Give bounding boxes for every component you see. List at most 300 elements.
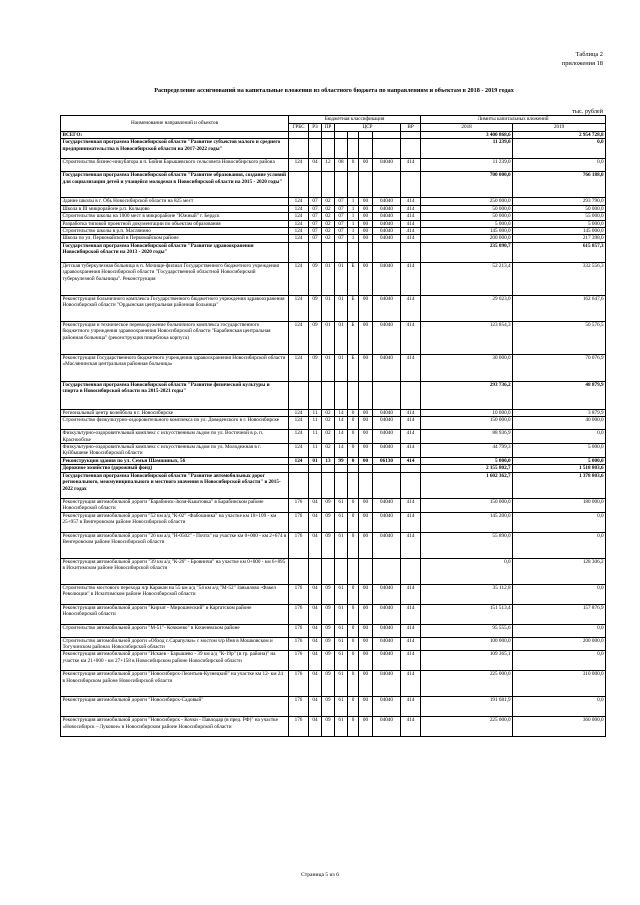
row-pr	[322, 139, 335, 159]
row-value-2019: 0,0	[513, 430, 606, 444]
row-value-2018: 11 239,0	[421, 159, 513, 172]
row-csr-code: 04040	[373, 295, 401, 321]
table-row	[61, 532, 606, 558]
header-year-2019: 2019	[513, 124, 606, 132]
row-csr-program: 61	[335, 697, 348, 717]
row-grbs: 176	[289, 604, 309, 624]
row-value-2019: 293 790,0	[513, 198, 606, 205]
header-pr: ПР	[322, 124, 335, 132]
row-rz: 04	[309, 604, 322, 624]
row-csr-program: 07	[335, 235, 348, 242]
row-value-2018: 3 400 868,6	[421, 132, 513, 139]
row-rz: 09	[309, 321, 322, 354]
row-pr	[322, 381, 335, 409]
row-name: Строительство школы на 1000 мест в микрорайоне "Южный" г. Бердск	[61, 213, 289, 220]
row-csr-program: 01	[335, 262, 348, 295]
units-label: тыс. рублей	[572, 108, 603, 115]
row-vr: 414	[401, 198, 421, 205]
row-name: Детская туберкулезная больница в п. Мочище-филиал Государственного бюджетного учреждения здравоохранения Новосибирской области "Государственной областной Новосибирский туберкулезной больницы". Реконструкция	[61, 262, 289, 295]
row-csr-program	[335, 242, 348, 262]
row-rz: 09	[309, 295, 322, 321]
row-rz: 04	[309, 651, 322, 671]
row-csr-program	[335, 132, 348, 139]
row-rz: 11	[309, 417, 322, 430]
row-name: Реконструкция автомобильной дороги "52 км а/д "К-02" -Фабошинка" на участке км 18+109 - км 25+957 в Венгеровском районе Новосибирской области	[61, 512, 289, 532]
row-csr-code	[373, 381, 401, 409]
row-grbs: 176	[289, 624, 309, 637]
row-grbs: 124	[289, 417, 309, 430]
table-row	[61, 381, 606, 409]
row-grbs	[289, 139, 309, 159]
header-csr: ЦСР	[335, 124, 401, 132]
row-value-2019: 55 000,0	[513, 213, 606, 220]
row-csr-code	[373, 242, 401, 262]
row-csr-code: 04040	[373, 321, 401, 354]
row-csr-program: 61	[335, 637, 348, 651]
row-csr-subprogram: 0	[348, 409, 359, 416]
row-csr-code: 06130	[373, 457, 401, 464]
row-rz: 07	[309, 235, 322, 242]
row-grbs: 124	[289, 409, 309, 416]
row-name: Реконструкция автомобильной дороги "39 км а/д "К-26" - Бровничи" на участке км 0+000 - км 6+895 в Искитимском районе Новосибирской области	[61, 558, 289, 584]
row-csr-code: 04040	[373, 604, 401, 624]
row-vr: 414	[401, 512, 421, 532]
row-csr-subprogram	[348, 242, 359, 262]
row-value-2018: 145 200,0	[421, 512, 513, 532]
row-grbs: 176	[289, 584, 309, 604]
document-title: Распределение ассигнований на капитальные вложения из областного бюджета по направлениям и объектам в 2018 - 2019 годах	[154, 87, 514, 94]
row-csr-direction	[359, 465, 373, 472]
row-value-2018: 109 365,1	[421, 651, 513, 671]
table-row	[61, 624, 606, 637]
row-value-2019: 310 000,0	[513, 671, 606, 697]
row-csr-code: 04040	[373, 354, 401, 381]
row-csr-subprogram: 0	[348, 159, 359, 172]
table-row	[61, 354, 606, 381]
row-pr: 01	[322, 295, 335, 321]
row-csr-program: 61	[335, 604, 348, 624]
row-csr-program	[335, 472, 348, 498]
row-vr	[401, 172, 421, 198]
row-value-2018: 151 513,4	[421, 604, 513, 624]
page-number: Страница 5 из 6	[301, 872, 339, 878]
row-name: Реконструкция автомобильной дороги "Барабинск-Зюзя-Кыштовка" в Барабинском районе Новосибирской области	[61, 498, 289, 512]
row-pr: 09	[322, 532, 335, 558]
row-value-2018: 1 602 362,7	[421, 472, 513, 498]
row-csr-program: 01	[335, 295, 348, 321]
row-csr-subprogram	[348, 465, 359, 472]
row-value-2018: 250 000,0	[421, 198, 513, 205]
row-pr	[322, 172, 335, 198]
row-vr	[401, 132, 421, 139]
row-name: Школа в III микрорайоне р.п. Кольцово	[61, 205, 289, 212]
row-csr-direction: 00	[359, 220, 373, 227]
row-csr-subprogram: 0	[348, 457, 359, 464]
row-value-2019: 157 876,9	[513, 604, 606, 624]
row-vr: 414	[401, 457, 421, 464]
table-row	[61, 444, 606, 458]
row-csr-subprogram: 1	[348, 198, 359, 205]
row-value-2019: 3 879,9	[513, 409, 606, 416]
row-value-2019: 145 000,0	[513, 228, 606, 235]
row-csr-program	[335, 465, 348, 472]
row-value-2018: 293 736,2	[421, 381, 513, 409]
row-value-2018: 100 000,0	[421, 637, 513, 651]
row-csr-program: 61	[335, 624, 348, 637]
row-name: Строительство физкультурно-оздоровительного комплекса по ул. Доведенского в г. Новосибирске	[61, 417, 289, 430]
row-value-2019: 2 954 728,8	[513, 132, 606, 139]
row-grbs	[289, 558, 309, 584]
row-name: Здание школы в г. Обь Новосибирской области на 825 мест	[61, 198, 289, 205]
table-row	[61, 172, 606, 198]
row-rz	[309, 242, 322, 262]
row-pr: 02	[322, 417, 335, 430]
row-csr-code	[373, 139, 401, 159]
row-csr-program: 61	[335, 498, 348, 512]
row-rz: 04	[309, 717, 322, 737]
table-row	[61, 584, 606, 604]
table-row	[61, 498, 606, 512]
row-grbs: 124	[289, 354, 309, 381]
row-name: Строительство школы в р.п. Маслянино	[61, 228, 289, 235]
row-name: Реконструкция Государственного бюджетного учреждения здравоохранения Новосибирской области «Маслянинская центральная районная больница»	[61, 354, 289, 381]
row-csr-program	[335, 172, 348, 198]
table-row	[61, 671, 606, 697]
row-value-2019: 0,0	[513, 651, 606, 671]
row-csr-subprogram: 1	[348, 205, 359, 212]
row-pr: 02	[322, 430, 335, 444]
row-grbs: 176	[289, 532, 309, 558]
row-pr: 13	[322, 457, 335, 464]
row-csr-direction: 00	[359, 624, 373, 637]
row-csr-direction: 00	[359, 321, 373, 354]
row-rz: 04	[309, 584, 322, 604]
row-csr-code: 04040	[373, 159, 401, 172]
row-csr-program: 01	[335, 321, 348, 354]
row-csr-subprogram: 0	[348, 717, 359, 737]
row-pr	[322, 242, 335, 262]
row-value-2019: 200 000,0	[513, 637, 606, 651]
row-value-2019: 162 647,6	[513, 295, 606, 321]
row-value-2019: 0,0	[513, 532, 606, 558]
row-pr: 02	[322, 444, 335, 458]
row-csr-program: 99	[335, 457, 348, 464]
row-csr-subprogram: 0	[348, 624, 359, 637]
row-rz: 09	[309, 262, 322, 295]
row-vr	[401, 242, 421, 262]
row-name: Государственная программа Новосибирской области "Развитие физической культуры и спорта в Новосибирской области на 2015-2021 годы"	[61, 381, 289, 409]
row-value-2018: 191 681,9	[421, 697, 513, 717]
row-grbs: 176	[289, 717, 309, 737]
row-name: Реконструкция автомобильной дороги "Искаев - Барышево - 39 км а/д "К-19р" (в гр. района)" на участке км 21+000 - км 27+158 в Новосибирском районе Новосибирской области	[61, 651, 289, 671]
row-csr-direction: 00	[359, 354, 373, 381]
row-csr-subprogram: 0	[348, 430, 359, 444]
row-value-2018: 235 090,7	[421, 242, 513, 262]
row-csr-program: 61	[335, 651, 348, 671]
table-row	[61, 139, 606, 159]
row-value-2019: 5 000,0	[513, 457, 606, 464]
row-pr: 02	[322, 205, 335, 212]
row-value-2019: 128 306,2	[513, 558, 606, 584]
header-budget-classification: Бюджетная классификация	[289, 116, 421, 124]
row-rz	[309, 172, 322, 198]
row-grbs: 124	[289, 430, 309, 444]
row-csr-program: 61	[335, 671, 348, 697]
table-row	[61, 409, 606, 416]
row-value-2019: 5 000,0	[513, 444, 606, 458]
row-grbs: 124	[289, 235, 309, 242]
row-grbs: 176	[289, 651, 309, 671]
table-row	[61, 430, 606, 444]
row-grbs: 124	[289, 198, 309, 205]
row-rz: 11	[309, 444, 322, 458]
row-csr-subprogram: 0	[348, 498, 359, 512]
row-pr: 09	[322, 651, 335, 671]
row-csr-subprogram: Б	[348, 295, 359, 321]
row-csr-subprogram: 0	[348, 671, 359, 697]
header-year-2018: 2018	[421, 124, 513, 132]
header-limits: Лимиты капитальных вложений	[421, 116, 606, 124]
row-csr-subprogram: 0	[348, 604, 359, 624]
row-csr-direction: 00	[359, 604, 373, 624]
row-csr-direction: 00	[359, 671, 373, 697]
row-name: Реконструкция автомобильной дороги "Кирзат - Мирошнеский" в Каргатском районе Новосибирской области	[61, 604, 289, 624]
row-csr-code: 04040	[373, 624, 401, 637]
row-csr-program: 08	[335, 159, 348, 172]
row-grbs: 124	[289, 159, 309, 172]
row-rz: 07	[309, 198, 322, 205]
row-csr-direction: 00	[359, 651, 373, 671]
row-grbs: 176	[289, 498, 309, 512]
row-vr: 414	[401, 444, 421, 458]
row-csr-direction	[359, 139, 373, 159]
row-value-2018: 150 000,0	[421, 417, 513, 430]
row-value-2018: 123 854,3	[421, 321, 513, 354]
row-csr-subprogram: 1	[348, 235, 359, 242]
row-csr-direction: 00	[359, 213, 373, 220]
row-value-2019: 1 378 803,6	[513, 472, 606, 498]
row-pr: 09	[322, 584, 335, 604]
row-csr-direction: 00	[359, 205, 373, 212]
row-value-2019: 0,0	[513, 697, 606, 717]
row-vr: 414	[401, 213, 421, 220]
row-name: Физкультурно-оздоровительный комплекс с искусственным льдом по ул. Восточной в р. п. Краснообске	[61, 430, 289, 444]
row-value-2019: 0,0	[513, 139, 606, 159]
row-value-2019: 50 000,0	[513, 205, 606, 212]
row-csr-subprogram	[348, 139, 359, 159]
row-vr: 414	[401, 624, 421, 637]
row-name: Реконструкция больничного комплекса Государственного бюджетного учреждения здравоохранения Новосибирской области "Ордынская центральная районная больница"	[61, 295, 289, 321]
row-value-2018: 700 000,0	[421, 172, 513, 198]
row-csr-code: 04040	[373, 409, 401, 416]
table-row	[61, 242, 606, 262]
row-name: Строительство автомобильной дороги "М-51"- Кочкоево" в Коченевском районе	[61, 624, 289, 637]
row-rz: 04	[309, 512, 322, 532]
row-csr-direction: 00	[359, 717, 373, 737]
row-grbs: 176	[289, 697, 309, 717]
row-csr-direction: 00	[359, 584, 373, 604]
row-vr: 414	[401, 295, 421, 321]
row-name: Школа по ул. Первомайской в Первомайском районе	[61, 235, 289, 242]
row-value-2019: 70 076,9	[513, 354, 606, 381]
row-csr-code: 04040	[373, 671, 401, 697]
row-pr	[322, 132, 335, 139]
table-row	[61, 417, 606, 430]
row-csr-program: 14	[335, 417, 348, 430]
table-row	[61, 512, 606, 532]
row-value-2019: 40 000,0	[513, 417, 606, 430]
row-pr: 09	[322, 717, 335, 737]
capital-investments-table	[60, 115, 606, 737]
row-csr-program: 07	[335, 228, 348, 235]
row-grbs: 124	[289, 444, 309, 458]
row-csr-program	[335, 139, 348, 159]
row-name: Региональный центр волейбола в г. Новосибирске	[61, 409, 289, 416]
row-csr-code	[373, 132, 401, 139]
row-csr-code: 04040	[373, 717, 401, 737]
row-vr: 414	[401, 430, 421, 444]
row-rz	[309, 139, 322, 159]
row-csr-code: 04040	[373, 498, 401, 512]
row-csr-direction: 00	[359, 498, 373, 512]
row-pr: 12	[322, 159, 335, 172]
row-value-2018: 95 555,6	[421, 624, 513, 637]
row-csr-code: 04040	[373, 637, 401, 651]
row-csr-subprogram	[348, 381, 359, 409]
table-body	[61, 132, 606, 737]
header-vr: ВР	[401, 124, 421, 132]
row-csr-direction: 00	[359, 430, 373, 444]
row-rz: 09	[309, 354, 322, 381]
row-csr-code: 04040	[373, 262, 401, 295]
row-pr: 09	[322, 498, 335, 512]
row-csr-direction: 00	[359, 512, 373, 532]
row-csr-subprogram: 0	[348, 532, 359, 558]
row-rz: 04	[309, 697, 322, 717]
row-vr: 414	[401, 220, 421, 227]
row-grbs: 124	[289, 220, 309, 227]
row-csr-direction: 00	[359, 262, 373, 295]
row-name: Реконструкция автомобильной дороги "26 км а/д "Н-0502" - Почта" на участке км 0+000 - км 2+674 в Венгеровском районе Новосибирской области	[61, 532, 289, 558]
row-name: Дорожное хозяйство (дорожный фонд)	[61, 465, 289, 472]
row-grbs: 176	[289, 637, 309, 651]
row-csr-direction	[359, 558, 373, 584]
row-name: Физкультурно-оздоровительный комплекс с искусственным льдом по ул. Молодежная в г. Куйбышеве Новосибирской области	[61, 444, 289, 458]
row-csr-code: 04040	[373, 697, 401, 717]
row-csr-code: 04040	[373, 430, 401, 444]
row-grbs	[289, 242, 309, 262]
row-grbs	[289, 472, 309, 498]
row-csr-direction: 00	[359, 637, 373, 651]
row-csr-program	[335, 558, 348, 584]
row-csr-subprogram: Б	[348, 321, 359, 354]
row-name: Строительство мостового перехода ч/р Каракан на 55 км а/д "54 км а/д "М-52" Завьялово -Факел Революции" в Искитимском районе Новосибирской области	[61, 584, 289, 604]
table-row	[61, 321, 606, 354]
row-csr-subprogram: 1	[348, 220, 359, 227]
table-row	[61, 132, 606, 139]
row-csr-subprogram: 1	[348, 228, 359, 235]
row-csr-direction	[359, 132, 373, 139]
row-csr-code: 04040	[373, 651, 401, 671]
row-csr-program: 61	[335, 532, 348, 558]
row-csr-direction: 00	[359, 444, 373, 458]
row-value-2018: 225 000,0	[421, 717, 513, 737]
row-pr: 09	[322, 604, 335, 624]
row-rz	[309, 381, 322, 409]
row-name: Реконструкция и техническое перевооружение больничного комплекса государственного бюджетного учреждения здравоохранения Новосибирской области "Барабинская центральная районная больница" (реконструкция пищеблока корпуса)	[61, 321, 289, 354]
row-csr-program: 07	[335, 220, 348, 227]
row-pr: 01	[322, 321, 335, 354]
row-vr: 414	[401, 228, 421, 235]
row-vr: 414	[401, 498, 421, 512]
row-rz	[309, 558, 322, 584]
row-csr-code: 04040	[373, 532, 401, 558]
row-rz: 07	[309, 220, 322, 227]
row-csr-code: 04040	[373, 512, 401, 532]
row-value-2018: 2 155 802,7	[421, 465, 513, 472]
row-csr-direction	[359, 242, 373, 262]
row-pr: 01	[322, 354, 335, 381]
row-value-2018: 150 000,0	[421, 498, 513, 512]
row-csr-code	[373, 465, 401, 472]
row-rz	[309, 472, 322, 498]
row-csr-subprogram: Б	[348, 262, 359, 295]
row-value-2018: 30 000,0	[421, 354, 513, 381]
row-csr-subprogram	[348, 472, 359, 498]
row-grbs	[289, 465, 309, 472]
row-grbs: 176	[289, 671, 309, 697]
row-rz: 01	[309, 457, 322, 464]
row-pr: 09	[322, 624, 335, 637]
row-csr-subprogram	[348, 132, 359, 139]
table-row	[61, 220, 606, 227]
row-value-2018: 88 936,9	[421, 430, 513, 444]
table-row	[61, 651, 606, 671]
row-name: Реконструкция автомобильной дороги "Новосибирск - Кочки - Павлодар (в пред. РФ)" на участке «Новосибирск – Луковое» в Новосибирском районе Новосибирской области	[61, 717, 289, 737]
row-csr-code: 04040	[373, 198, 401, 205]
row-vr: 414	[401, 409, 421, 416]
row-csr-direction: 00	[359, 235, 373, 242]
row-rz	[309, 132, 322, 139]
row-csr-subprogram: 1	[348, 213, 359, 220]
row-csr-program: 14	[335, 409, 348, 416]
row-name: Реконструкция автомобильной дороги "Новосибирск-Леонтьев-Кузнецкий" на участке км 12- км 24 в Новосибирском районе Новосибирской области	[61, 671, 289, 697]
row-value-2019: 1 518 803,6	[513, 465, 606, 472]
row-value-2018: 10 000,0	[421, 409, 513, 416]
row-rz: 04	[309, 637, 322, 651]
row-grbs	[289, 132, 309, 139]
row-value-2019: 217 398,0	[513, 235, 606, 242]
row-csr-subprogram: 0	[348, 444, 359, 458]
row-grbs: 124	[289, 295, 309, 321]
row-csr-program: 14	[335, 430, 348, 444]
table-caption	[562, 51, 603, 68]
row-name: Строительство автомобильной дороги «Обход с.Сарапулки» с мостом ч/р Иня в Мошковском и Тогучинском районах Новосибирской области	[61, 637, 289, 651]
row-pr: 02	[322, 213, 335, 220]
row-csr-direction: 00	[359, 228, 373, 235]
row-value-2019: 360 000,0	[513, 717, 606, 737]
row-value-2018: 52 213,4	[421, 262, 513, 295]
row-vr: 414	[401, 532, 421, 558]
row-vr: 414	[401, 354, 421, 381]
row-value-2019: 0,0	[513, 624, 606, 637]
row-csr-code: 04040	[373, 235, 401, 242]
row-csr-subprogram	[348, 172, 359, 198]
table-row	[61, 159, 606, 172]
row-csr-direction	[359, 172, 373, 198]
row-vr: 414	[401, 584, 421, 604]
row-vr: 414	[401, 651, 421, 671]
